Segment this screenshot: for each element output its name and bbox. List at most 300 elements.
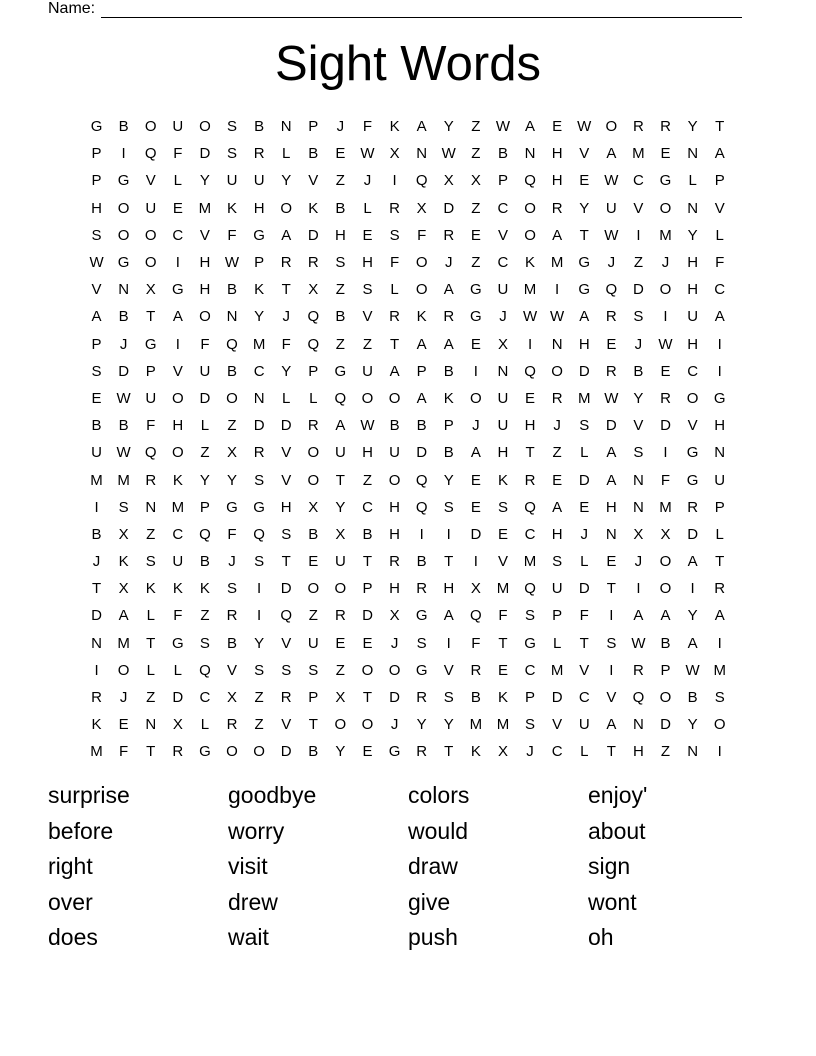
grid-letter: M xyxy=(90,471,103,489)
grid-letter: A xyxy=(443,281,454,299)
grid-letter: Z xyxy=(146,689,156,707)
grid-letter: I xyxy=(94,498,99,516)
grid-letter: N xyxy=(633,471,644,489)
word-list-item: goodbye xyxy=(228,782,317,808)
grid-letter: O xyxy=(307,444,320,462)
grid-letter: F xyxy=(498,607,508,625)
grid-letter: Y xyxy=(633,389,644,407)
grid-letter: M xyxy=(659,226,672,244)
grid-letter: A xyxy=(470,444,481,462)
grid-letter: Y xyxy=(227,471,238,489)
grid-letter: P xyxy=(308,118,319,136)
grid-letter: Z xyxy=(552,444,562,462)
grid-letter: S xyxy=(91,362,102,380)
grid-letter: N xyxy=(524,145,536,163)
grid-letter: P xyxy=(91,145,102,163)
grid-letter: A xyxy=(687,553,698,571)
grid-letter: K xyxy=(254,281,265,299)
grid-letter: R xyxy=(416,580,428,598)
grid-letter: M xyxy=(171,498,185,516)
grid-letter: O xyxy=(226,389,238,407)
grid-letter: S xyxy=(606,634,617,652)
grid-letter: S xyxy=(308,661,319,679)
grid-letter: P xyxy=(660,661,671,679)
grid-letter: Q xyxy=(524,580,536,598)
grid-letter: U xyxy=(334,553,346,571)
grid-letter: F xyxy=(389,254,400,272)
grid-letter: I xyxy=(175,335,180,353)
grid-letter: N xyxy=(687,199,699,217)
grid-letter: M xyxy=(523,281,537,299)
grid-letter: O xyxy=(117,199,130,217)
grid-letter: M xyxy=(496,580,510,598)
grid-letter: X xyxy=(227,689,238,707)
word-list-item: enjoy' xyxy=(588,782,648,808)
grid-letter: V xyxy=(281,444,292,462)
grid-letter: Q xyxy=(524,172,536,190)
grid-letter: F xyxy=(200,335,210,353)
grid-letter: I xyxy=(609,607,614,625)
grid-letter: R xyxy=(280,254,292,272)
grid-letter: H xyxy=(687,335,699,353)
grid-letter: H xyxy=(687,281,699,299)
grid-letter: A xyxy=(579,308,590,326)
grid-letter: T xyxy=(281,281,291,299)
grid-letter: B xyxy=(308,145,319,163)
grid-letter: S xyxy=(552,553,563,571)
grid-letter: Q xyxy=(632,689,645,707)
grid-letter: U xyxy=(199,362,211,380)
grid-letter: H xyxy=(551,525,563,543)
word-list-item: before xyxy=(48,817,114,844)
grid-letter: M xyxy=(252,335,266,353)
grid-letter: E xyxy=(91,389,102,407)
grid-letter: U xyxy=(497,417,509,435)
grid-letter: I xyxy=(473,553,478,571)
grid-letter: Z xyxy=(227,417,237,435)
grid-letter: H xyxy=(497,444,509,462)
grid-letter: B xyxy=(335,199,346,217)
grid-letter: O xyxy=(388,389,401,407)
grid-letter: V xyxy=(633,199,644,217)
grid-letter: B xyxy=(227,634,238,652)
grid-letter: K xyxy=(172,471,183,489)
grid-letter: F xyxy=(173,607,183,625)
grid-letter: B xyxy=(227,281,238,299)
grid-letter: B xyxy=(416,553,427,571)
grid-letter: H xyxy=(633,743,644,761)
grid-letter: Z xyxy=(335,335,345,353)
grid-letter: A xyxy=(281,226,292,244)
grid-letter: E xyxy=(470,226,481,244)
grid-letter: X xyxy=(118,580,129,598)
grid-letter: L xyxy=(173,661,182,679)
grid-letter: R xyxy=(307,417,319,435)
grid-letter: V xyxy=(443,661,454,679)
grid-row xyxy=(83,303,733,330)
grid-letter: G xyxy=(470,281,482,299)
grid-letter: A xyxy=(552,226,563,244)
grid-letter: Y xyxy=(687,607,698,625)
grid-letter: B xyxy=(633,362,644,380)
grid-letter: O xyxy=(253,743,265,761)
grid-letter: G xyxy=(578,254,591,272)
grid-letter: S xyxy=(443,498,454,516)
grid-letter: V xyxy=(362,308,373,326)
grid-letter: B xyxy=(91,525,102,543)
grid-letter: R xyxy=(416,743,428,761)
grid-letter: Z xyxy=(200,607,210,625)
grid-letter: X xyxy=(308,498,319,516)
grid-letter: I xyxy=(473,362,478,380)
grid-row xyxy=(83,412,733,439)
grid-letter: X xyxy=(389,145,400,163)
grid-letter: B xyxy=(443,362,454,380)
grid-letter: Y xyxy=(687,118,698,136)
grid-letter: U xyxy=(334,444,346,462)
grid-letter: O xyxy=(551,362,563,380)
grid-letter: H xyxy=(362,444,373,462)
grid-letter: U xyxy=(172,118,184,136)
grid-letter: B xyxy=(118,417,129,435)
grid-letter: Y xyxy=(687,226,698,244)
grid-letter: Y xyxy=(687,716,698,734)
grid-letter: S xyxy=(227,145,238,163)
grid-letter: M xyxy=(523,553,537,571)
grid-letter: L xyxy=(200,417,210,435)
grid-letter: D xyxy=(551,689,563,707)
grid-letter: E xyxy=(470,471,481,489)
grid-letter: K xyxy=(227,199,238,217)
grid-letter: E xyxy=(660,362,671,380)
grid-letter: C xyxy=(172,525,184,543)
grid-letter: Z xyxy=(335,172,345,190)
grid-letter: A xyxy=(633,607,644,625)
grid-letter: R xyxy=(443,226,455,244)
grid-letter: A xyxy=(606,471,617,489)
grid-letter: P xyxy=(714,498,725,516)
grid-letter: Z xyxy=(660,743,671,761)
grid-letter: N xyxy=(497,362,509,380)
grid-letter: A xyxy=(606,444,617,462)
grid-letter: O xyxy=(659,281,672,299)
grid-letter: D xyxy=(470,525,482,543)
grid-letter: P xyxy=(552,607,563,625)
grid-letter: O xyxy=(361,661,374,679)
grid-letter: D xyxy=(389,689,400,707)
grid-letter: J xyxy=(390,634,399,652)
grid-letter: V xyxy=(199,226,210,244)
grid-letter: Y xyxy=(281,172,292,190)
grid-letter: I xyxy=(717,634,722,652)
grid-row xyxy=(83,439,733,466)
grid-letter: H xyxy=(605,498,617,516)
grid-letter: I xyxy=(636,226,641,244)
grid-letter: A xyxy=(118,607,129,625)
grid-letter: O xyxy=(117,661,130,679)
grid-letter: O xyxy=(713,716,726,734)
grid-letter: J xyxy=(553,417,561,435)
grid-letter: T xyxy=(715,553,725,571)
grid-letter: M xyxy=(577,389,591,407)
grid-letter: W xyxy=(550,308,565,326)
grid-letter: L xyxy=(200,716,210,734)
grid-letter: S xyxy=(254,471,265,489)
grid-letter: O xyxy=(199,308,211,326)
grid-letter: T xyxy=(579,226,589,244)
grid-letter: E xyxy=(362,226,373,244)
grid-letter: M xyxy=(117,634,130,652)
grid-letter: F xyxy=(715,254,725,272)
grid-letter: V xyxy=(227,661,238,679)
grid-letter: T xyxy=(444,553,454,571)
grid-letter: D xyxy=(578,580,590,598)
grid-letter: W xyxy=(604,389,619,407)
grid-letter: T xyxy=(606,743,616,761)
grid-letter: I xyxy=(446,525,451,543)
grid-letter: N xyxy=(687,145,699,163)
grid-letter: X xyxy=(335,525,346,543)
grid-letter: T xyxy=(362,553,373,571)
grid-letter: W xyxy=(631,634,646,652)
grid-letter: E xyxy=(552,471,563,489)
grid-letter: O xyxy=(280,199,293,217)
grid-letter: K xyxy=(199,580,210,598)
grid-letter: S xyxy=(416,634,427,652)
grid-letter: K xyxy=(118,553,129,571)
grid-letter: U xyxy=(362,362,373,380)
grid-letter: G xyxy=(388,743,401,761)
grid-row xyxy=(83,630,733,657)
grid-letter: K xyxy=(443,389,454,407)
grid-letter: X xyxy=(308,281,319,299)
grid-letter: J xyxy=(119,335,128,353)
grid-letter: V xyxy=(281,716,292,734)
grid-letter: B xyxy=(199,553,210,571)
grid-letter: P xyxy=(199,498,210,516)
grid-row xyxy=(83,167,733,194)
grid-letter: Q xyxy=(144,145,157,163)
word-list xyxy=(48,778,768,956)
grid-letter: L xyxy=(580,553,589,571)
grid-letter: R xyxy=(226,716,238,734)
word-list-item: right xyxy=(48,853,93,880)
word-list-item: colors xyxy=(408,782,470,808)
grid-letter: M xyxy=(90,743,103,761)
grid-letter: O xyxy=(415,254,428,272)
grid-letter: X xyxy=(335,689,346,707)
grid-letter: N xyxy=(118,281,130,299)
grid-letter: I xyxy=(663,444,668,462)
grid-letter: C xyxy=(253,362,265,380)
grid-letter: V xyxy=(633,417,644,435)
grid-letter: L xyxy=(173,172,182,190)
grid-letter: H xyxy=(172,417,184,435)
grid-letter: Y xyxy=(254,308,265,326)
word-list-item: about xyxy=(588,817,646,844)
grid-letter: B xyxy=(362,525,373,543)
grid-letter: H xyxy=(687,254,699,272)
grid-letter: C xyxy=(497,199,509,217)
grid-letter: E xyxy=(308,553,319,571)
grid-letter: O xyxy=(361,389,374,407)
grid-letter: E xyxy=(552,118,563,136)
grid-letter: D xyxy=(416,444,428,462)
grid-letter: N xyxy=(605,525,617,543)
grid-letter: R xyxy=(389,199,400,217)
grid-letter: W xyxy=(116,389,131,407)
grid-letter: V xyxy=(714,199,725,217)
grid-letter: G xyxy=(144,335,157,353)
grid-letter: S xyxy=(389,226,400,244)
grid-letter: R xyxy=(524,471,536,489)
grid-letter: Y xyxy=(281,362,292,380)
grid-letter: U xyxy=(253,172,265,190)
grid-letter: J xyxy=(282,308,290,326)
grid-letter: Y xyxy=(254,634,265,652)
grid-letter: W xyxy=(658,335,673,353)
grid-letter: P xyxy=(714,172,725,190)
grid-letter: Q xyxy=(415,471,428,489)
grid-letter: H xyxy=(280,498,292,516)
word-list-item: does xyxy=(48,924,98,951)
grid-letter: Q xyxy=(524,362,536,380)
grid-letter: Z xyxy=(254,716,264,734)
grid-letter: J xyxy=(499,308,507,326)
grid-letter: G xyxy=(226,498,238,516)
grid-row xyxy=(83,602,733,629)
grid-letter: A xyxy=(91,308,102,326)
grid-letter: I xyxy=(663,308,668,326)
grid-letter: B xyxy=(118,118,129,136)
grid-letter: C xyxy=(687,362,699,380)
grid-letter: H xyxy=(389,498,400,516)
grid-letter: R xyxy=(226,607,238,625)
grid-letter: G xyxy=(578,281,591,299)
grid-letter: A xyxy=(389,362,400,380)
grid-letter: E xyxy=(172,199,183,217)
word-list-item: draw xyxy=(408,853,458,880)
grid-letter: U xyxy=(578,716,590,734)
grid-letter: S xyxy=(633,308,644,326)
grid-row xyxy=(83,249,733,276)
grid-letter: H xyxy=(362,254,373,272)
grid-letter: P xyxy=(254,254,265,272)
grid-letter: B xyxy=(443,444,454,462)
grid-letter: U xyxy=(226,172,238,190)
grid-letter: Z xyxy=(335,661,345,679)
grid-letter: I xyxy=(257,607,262,625)
grid-letter: N xyxy=(416,145,428,163)
grid-letter: K xyxy=(308,199,319,217)
grid-letter: B xyxy=(308,525,319,543)
grid-letter: I xyxy=(94,661,99,679)
grid-letter: A xyxy=(416,389,427,407)
grid-letter: W xyxy=(89,254,104,272)
grid-letter: F xyxy=(173,145,183,163)
grid-letter: A xyxy=(416,118,427,136)
grid-row xyxy=(83,575,733,602)
grid-letter: A xyxy=(172,308,183,326)
grid-letter: L xyxy=(309,389,318,407)
grid-letter: Z xyxy=(200,444,210,462)
grid-letter: N xyxy=(226,308,238,326)
grid-letter: B xyxy=(660,634,671,652)
grid-letter: S xyxy=(281,661,292,679)
grid-letter: G xyxy=(171,281,184,299)
grid-letter: D xyxy=(605,417,617,435)
grid-letter: U xyxy=(172,553,184,571)
grid-letter: O xyxy=(361,716,374,734)
grid-letter: R xyxy=(253,444,265,462)
grid-letter: Q xyxy=(334,389,347,407)
grid-letter: Z xyxy=(308,607,318,625)
grid-letter: C xyxy=(714,281,726,299)
grid-letter: T xyxy=(715,118,725,136)
grid-letter: K xyxy=(470,743,481,761)
grid-letter: G xyxy=(117,254,130,272)
grid-letter: O xyxy=(226,743,238,761)
grid-letter: Q xyxy=(253,525,265,543)
grid-letter: I xyxy=(527,335,533,353)
grid-letter: X xyxy=(172,716,183,734)
grid-letter: C xyxy=(633,172,644,190)
grid-letter: J xyxy=(634,335,643,353)
grid-letter: A xyxy=(714,145,725,163)
grid-letter: O xyxy=(686,389,699,407)
grid-letter: O xyxy=(334,716,347,734)
grid-letter: S xyxy=(91,226,102,244)
grid-letter: N xyxy=(687,743,699,761)
grid-letter: E xyxy=(335,145,346,163)
grid-letter: Z xyxy=(362,335,373,353)
grid-letter: B xyxy=(497,145,508,163)
grid-letter: L xyxy=(282,145,291,163)
grid-letter: S xyxy=(525,716,536,734)
grid-letter: C xyxy=(497,254,509,272)
grid-letter: B xyxy=(118,308,129,326)
grid-row xyxy=(83,195,733,222)
grid-letter: K xyxy=(172,580,183,598)
grid-letter: S xyxy=(199,634,210,652)
grid-letter: H xyxy=(199,281,211,299)
grid-letter: H xyxy=(253,199,265,217)
grid-letter: G xyxy=(470,308,482,326)
grid-letter: G xyxy=(90,118,103,136)
grid-letter: M xyxy=(496,716,510,734)
grid-letter: E xyxy=(579,498,590,516)
word-list-item: sign xyxy=(588,853,631,880)
grid-letter: R xyxy=(551,199,563,217)
grid-letter: O xyxy=(171,389,184,407)
grid-letter: T xyxy=(444,743,454,761)
grid-letter: P xyxy=(91,335,102,353)
grid-letter: W xyxy=(441,145,456,163)
grid-letter: X xyxy=(633,525,644,543)
grid-letter: J xyxy=(607,254,616,272)
grid-letter: S xyxy=(443,689,454,707)
grid-letter: C xyxy=(524,661,536,679)
grid-letter: M xyxy=(198,199,212,217)
grid-letter: O xyxy=(524,199,536,217)
grid-letter: H xyxy=(389,525,400,543)
grid-row xyxy=(83,140,733,167)
grid-letter: B xyxy=(335,308,346,326)
page-title: Sight Words xyxy=(275,37,541,91)
grid-letter: A xyxy=(660,607,671,625)
grid-letter: S xyxy=(227,580,238,598)
word-list-item: worry xyxy=(228,817,285,844)
